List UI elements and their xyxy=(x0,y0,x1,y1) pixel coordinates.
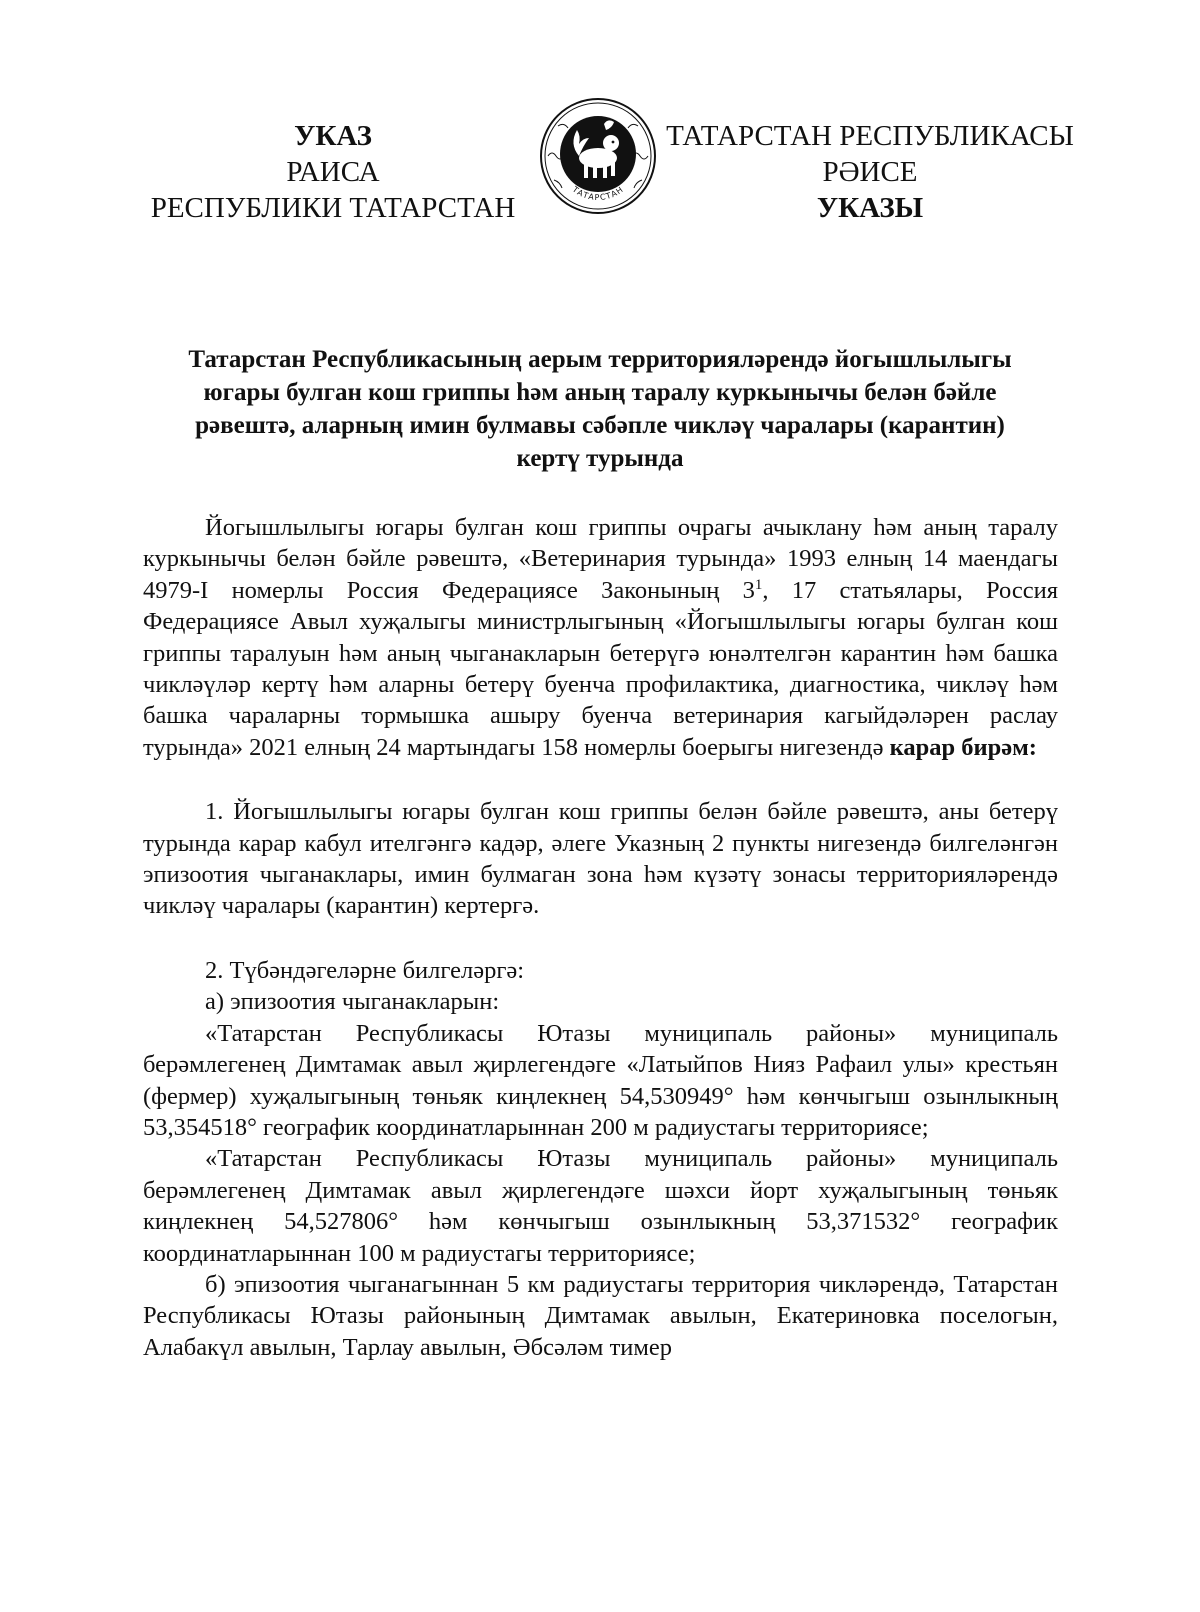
header-right-line3: УКАЗЫ xyxy=(816,192,924,224)
header-right-tatar xyxy=(655,118,1085,226)
decree-body xyxy=(143,512,1058,1363)
preamble-text-b: , 17 статьялары, Россия Федерациясе Авыл хуҗалыгы министрлыгының «Йогышлылыгы югары булган кош гриппы таралуын һәм аның чыганакларын бетерүгә юнәлтелгән карантин һәм башка чикләүләр кертү һәм аларны бетерү буенча профилактика, диагностика, чикләү һәм башка чараларны тормышка ашыру буенча ветеринария кагыйдәләрен раслау турында» 2021 елның 24 мартындагы 158 номерлы боерыгы нигезендә xyxy=(143,576,1058,761)
header-right-line2: РӘИСЕ xyxy=(822,156,918,188)
preamble-text-a: Йогышлылыгы югары булган кош гриппы очрагы ачыклану һәм аның таралу куркынычы белән бәйле рәвештә, «Ветеринария турында» 1993 елның 14 маендагы 4979-I номерлы Россия Федерациясе Законының 3 xyxy=(143,514,1058,604)
title-line: кертү турында xyxy=(516,445,684,472)
header-left-line3: РЕСПУБЛИКИ ТАТАРСТАН xyxy=(150,192,516,224)
title-line: югары булган кош гриппы һәм аның таралу куркынычы белән бәйле xyxy=(203,379,997,406)
preamble-superscript: 1 xyxy=(754,576,763,593)
item-2-paragraph-2: «Татарстан Республикасы Ютазы муниципаль районы» муниципаль берәмлегенең Димтамак авыл җирлегендәге шәхси йорт хуҗалыгының төньяк киңлекнең 54,527806° һәм көнчыгыш озынлыкның 53,371532° географик координатларыннан 100 м радиустагы территориясе; xyxy=(143,1145,1058,1267)
item-2-paragraph-1: «Татарстан Республикасы Ютазы муниципаль районы» муниципаль берәмлегенең Димтамак авыл җирлегендәге «Латыйпов Нияз Рафаил улы» крестьян (фермер) хуҗалыгының төньяк киңлекнең 54,530949° һәм көнчыгыш озынлыкның 53,354518° географик координатларыннан 200 м радиустагы территориясе; xyxy=(143,1019,1058,1141)
preamble-paragraph xyxy=(143,512,1058,763)
item-2-sub-a: а) эпизоотия чыганакларын: xyxy=(205,988,500,1016)
header-left-line2: РАИСА xyxy=(286,156,380,188)
header-left-russian xyxy=(118,118,548,226)
item-1-paragraph: 1. Йогышлылыгы югары булган кош гриппы белән бәйле рәвештә, аны бетерү турында карар кабул ителгәнгә кадәр, әлеге Указның 2 пункты нигезендә билгеләнгән эпизоотия чыганаклары, имин булмаган зона һәм күзәтү зонасы территорияләрендә чикләү чаралары (карантин) кертергә. xyxy=(143,798,1058,920)
title-line: Татарстан Республикасының аерым территорияләрендә йогышлылыгы xyxy=(188,346,1012,373)
header-left-line1: УКАЗ xyxy=(294,120,372,152)
preamble-resolution: карар бирәм: xyxy=(889,733,1037,761)
decree-title xyxy=(140,343,1060,475)
header-right-line1: ТАТАРСТАН РЕСПУБЛИКАСЫ xyxy=(666,120,1074,152)
emblem-inscription: ТАТАРСТАН xyxy=(570,184,626,203)
title-line: рәвештә, аларның имин булмавы сәбәпле чикләү чаралары (карантин) xyxy=(195,412,1005,439)
item-2-heading: 2. Түбәндәгеләрне билгеләргә: xyxy=(205,956,525,984)
item-2-sub-b: б) эпизоотия чыганагыннан 5 км радиустагы территория чикләрендә, Татарстан Республикасы Ютазы районының Димтамак авылын, Екатериновка поселогын, Алабакүл авылын, Тарлау авылын, Әбсәләм тимер xyxy=(143,1270,1058,1361)
tatarstan-coat-of-arms-icon xyxy=(538,96,658,216)
